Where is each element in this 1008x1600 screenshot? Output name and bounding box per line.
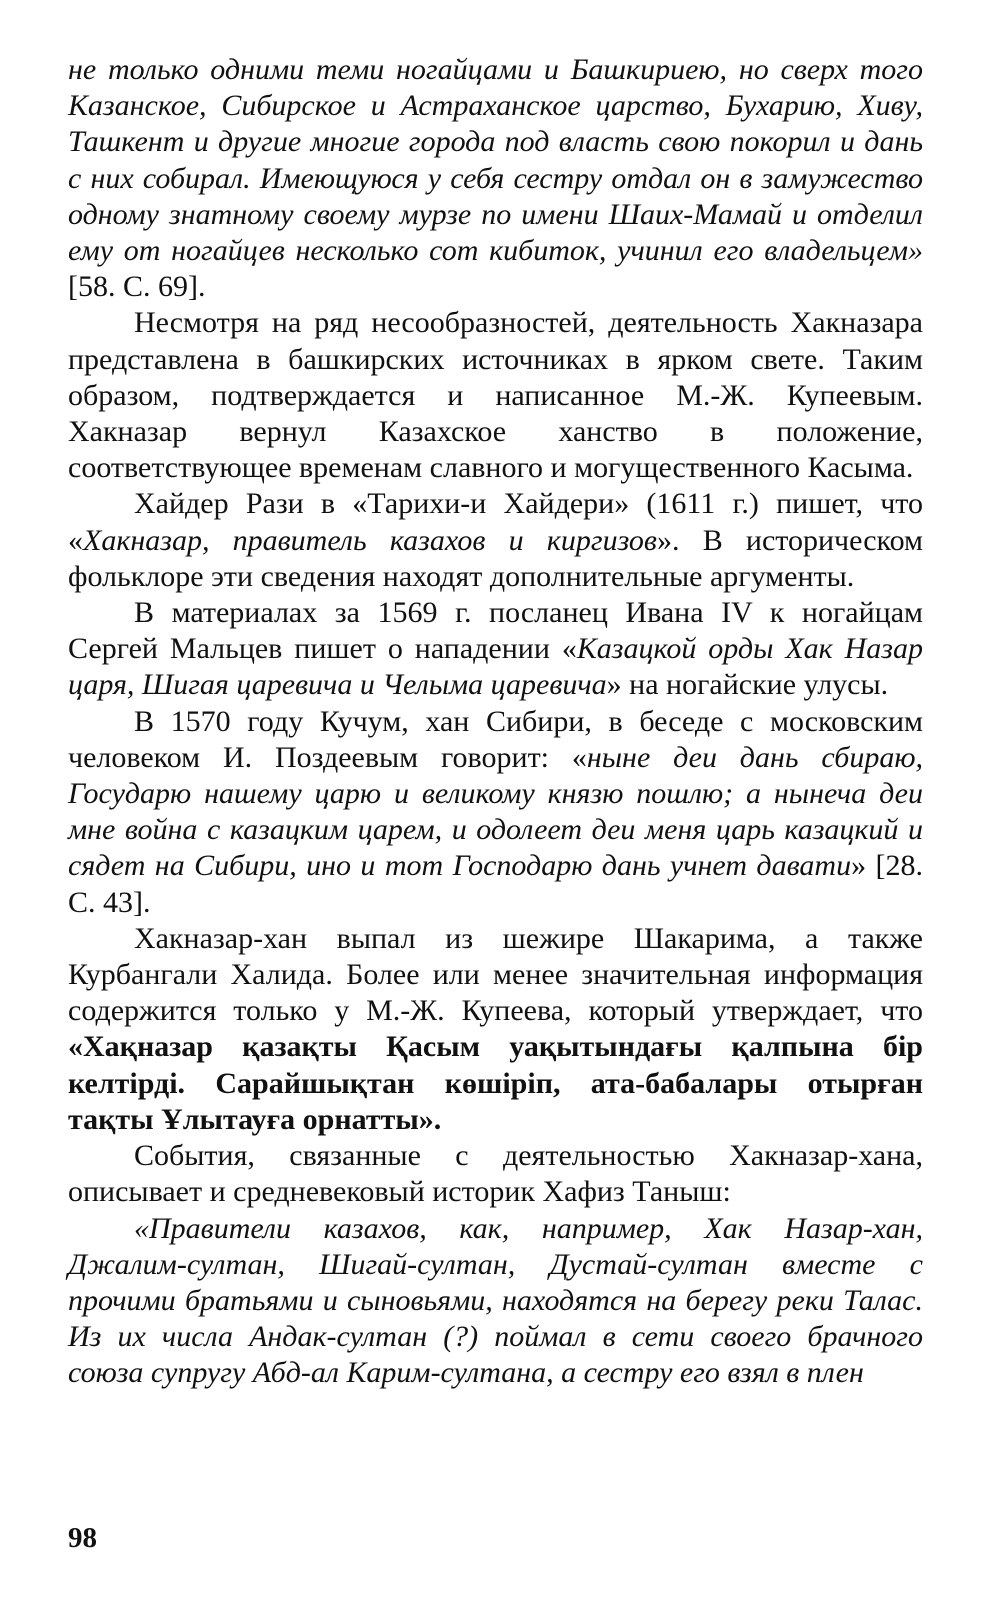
paragraph-3 (68, 486, 923, 595)
body-text: В 1570 году Кучум, хан Сибири, в беседе с московским человеком И. Поздеевым говорит: « (68, 704, 923, 774)
paragraph-5 (68, 704, 923, 921)
paragraph-1 (68, 52, 923, 305)
body-text: » на ногайские улусы. (606, 668, 889, 702)
body-text: События, связанные с деятельностью Хакназар-хана, описывает и средневековый историк Хафиз Таныш: (68, 1139, 923, 1209)
page-body (68, 52, 923, 1392)
quote-text: «Правители казахов, как, например, Хак Назар-хан, Джалим-султан, Шигай-султан, Дустай-султан вместе с прочими братьями и сыновьями, находятся на берегу реки Талас. Из их числа Андак-султан (?) поймал в сети своего брачного союза супругу Абд-ал Карим-султана, а сестру его взял в плен (68, 1211, 923, 1390)
body-text: Хайдер Рази в «Тарихи-и Хайдери» (1611 г.) пишет, что « (68, 487, 923, 557)
quote-text: ныне деи дань сбираю, Государю нашему царю и великому князю пошлю; а нынеча деи мне война с казацким царем, и одолеет деи меня царь казацкий и сядет на Сибири, ино и тот Господарю дань учнет давати (68, 740, 923, 883)
body-text: Несмотря на ряд несообразностей, деятельность Хакназара представлена в башкирских источниках в ярком свете. Таким образом, подтверждается и написанное М.-Ж. Купеевым. Хакназар вернул Казахское ханство в положение, соответствующее временам славного и могущественного Касыма. (68, 306, 923, 485)
citation: » [28. С. 43]. (68, 849, 923, 919)
quote-text: Хакназар, правитель казахов и киргизов (83, 523, 657, 557)
paragraph-6 (68, 921, 923, 1138)
paragraph-2 (68, 305, 923, 486)
paragraph-8 (68, 1211, 923, 1392)
body-text: ». В историческом фольклоре эти сведения находят дополнительные аргументы. (68, 523, 923, 593)
page-number: 98 (68, 1522, 97, 1554)
body-text: Хакназар-хан выпал из шежире Шакарима, а также Курбангали Халида. Более или менее значительная информация содержится только у М.-Ж. Купеева, который утверждает, что (68, 921, 923, 1028)
kazakh-quote: «Хақназар қазақты Қасым уақытындағы қалпына бір келтірді. Сарайшықтан көшіріп, ата-бабалары отырған тақты Ұлытауға орнатты». (68, 1030, 923, 1136)
citation: [58. С. 69]. (68, 270, 206, 304)
quote-text: Казацкой орды Хак Назар царя, Шигая царевича и Челыма царевича (68, 632, 924, 702)
body-text: В материалах за 1569 г. посланец Ивана IV к ногайцам Сергей Мальцев пишет о нападении « (68, 596, 923, 666)
quote-text: не только одними теми ногайцами и Башкириею, но сверх того Казанское, Сибирское и Астраханское царство, Бухарию, Хиву, Ташкент и другие многие города под власть свою покорил и дань с них собирал. Имеющуюся у себя сестру отдал он в замужество одному знатному своему мурзе по имени Шаих-Мамай и отделил ему от ногайцев несколько сот кибиток, учинил его владельцем» (68, 53, 923, 268)
paragraph-4 (68, 595, 923, 704)
paragraph-7 (68, 1138, 923, 1210)
